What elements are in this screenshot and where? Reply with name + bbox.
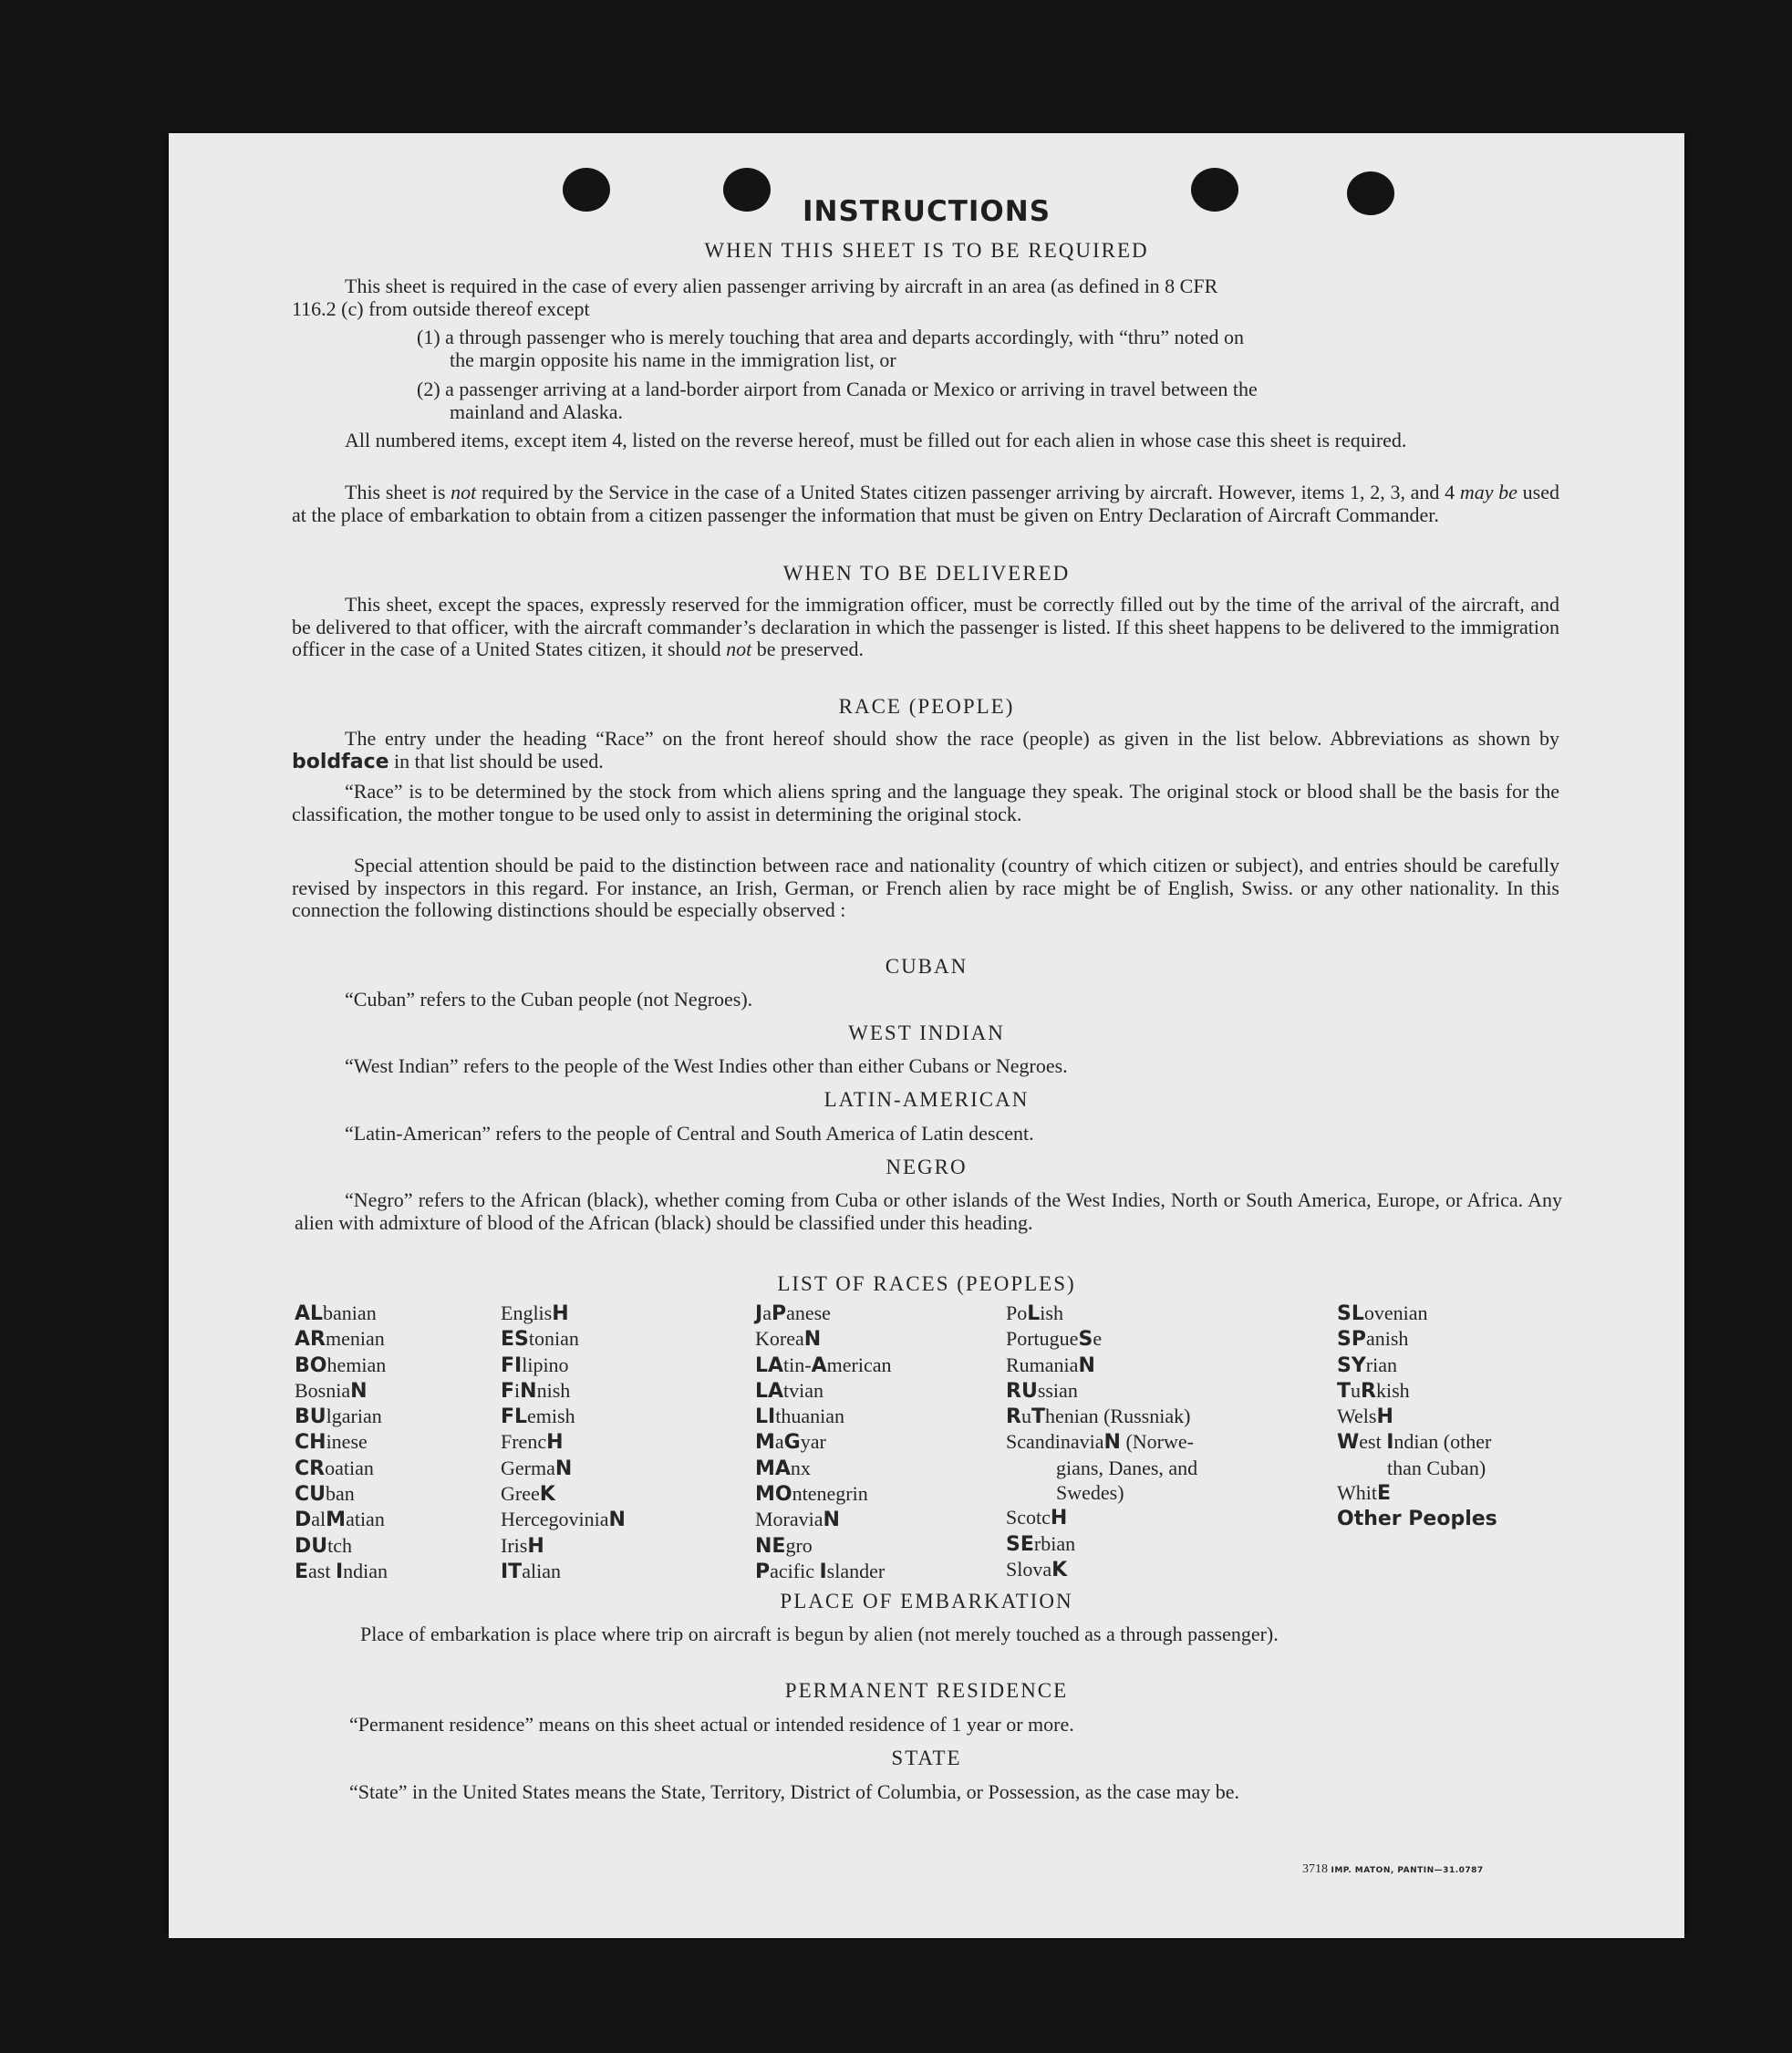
form-footer [1302, 1862, 1484, 1877]
race-abbreviation: R [1006, 1405, 1021, 1429]
race-name-part: Germa [501, 1456, 555, 1479]
race-abbreviation: LA [755, 1379, 784, 1403]
race-entry [1337, 1506, 1497, 1531]
race-name-part: Rumania [1006, 1353, 1079, 1376]
heading-permanent-residence: PERMANENT RESIDENCE [784, 1679, 1069, 1702]
race-abbreviation: CH [295, 1431, 326, 1455]
race-name-part: tvian [783, 1378, 824, 1402]
race-entry [755, 1456, 892, 1481]
race-entry [501, 1429, 626, 1455]
race-name-part: merican [826, 1353, 892, 1376]
race-abbreviation: N [1078, 1353, 1095, 1377]
race-abbreviation: N [554, 1457, 573, 1480]
race-entry [1006, 1404, 1197, 1429]
race-entry [501, 1353, 626, 1378]
race-entry [501, 1507, 626, 1532]
race-name-part: menian [325, 1327, 385, 1351]
race-abbreviation: N [803, 1328, 822, 1352]
race-name-part: tin- [783, 1353, 812, 1376]
race-abbreviation: MA [755, 1457, 791, 1480]
race-abbreviation: N [823, 1509, 840, 1532]
west-indian-text: “West Indian” refers to the people of the West Indies other than either Cubans or Negroes. [345, 1054, 1068, 1077]
state-text: “State” in the United States means the State, Territory, District of Columbia, or Possession, as the case may be. [349, 1780, 1240, 1803]
race-name-part: ish [1040, 1301, 1063, 1324]
race-entry [1337, 1353, 1497, 1378]
race-name-part: rian [1365, 1353, 1397, 1376]
race-abbreviation: D [295, 1509, 312, 1532]
race-entry [295, 1301, 388, 1326]
race-abbreviation: DU [295, 1534, 328, 1558]
section-heading-race: RACE (PEOPLE) [838, 695, 1015, 718]
section-heading-when-delivered: WHEN TO BE DELIVERED [782, 562, 1071, 585]
race-name-part: hemian [326, 1353, 387, 1376]
races-column-2 [501, 1301, 626, 1584]
numbered-items-paragraph: All numbered items, except item 4, listed on the reverse hereof, must be filled out for each alien in whose case this sheet is required. [345, 429, 1407, 451]
exception-item-2-line1: (2) a passenger arriving at a land-border airport from Canada or Mexico or arriving in travel between the [417, 378, 1258, 400]
race-entry [501, 1533, 626, 1559]
race-name-part: ndian [343, 1559, 388, 1582]
race-name-part: Hercegovinia [501, 1508, 609, 1531]
race-abbreviation: S [1078, 1328, 1093, 1352]
residence-text: “Permanent residence” means on this sheet actual or intended residence of 1 year or more. [349, 1713, 1074, 1736]
race-entry [501, 1378, 626, 1404]
required-intro-line2: 116.2 (c) from outside thereof except [292, 297, 590, 320]
heading-state: STATE [891, 1747, 962, 1769]
race-abbreviation: N [608, 1509, 626, 1532]
race-abbreviation: H [527, 1534, 544, 1558]
race-abbreviation: MO [755, 1483, 792, 1507]
race-name-part: ast [308, 1559, 336, 1582]
race-abbreviation: BO [295, 1353, 327, 1377]
race-abbreviation: M [755, 1431, 775, 1455]
race-name-part: Gree [501, 1482, 540, 1506]
race-name-part: Slova [1006, 1557, 1052, 1581]
race-entry [295, 1378, 388, 1404]
race-entry [755, 1507, 892, 1532]
race-entry [295, 1559, 388, 1584]
instruction-sheet [169, 133, 1684, 1938]
race-abbreviation: F [501, 1379, 515, 1403]
race-name-part: than Cuban) [1387, 1456, 1486, 1479]
race-abbreviation: RU [1006, 1379, 1038, 1403]
exception-item-1-line1: (1) a through passenger who is merely touching that area and departs accordingly, with “thru” noted on [417, 326, 1245, 348]
race-name-part: u [1351, 1378, 1362, 1402]
race-name-part: ovenian [1363, 1301, 1428, 1324]
races-column-4 [1006, 1301, 1197, 1582]
race-entry [755, 1559, 892, 1584]
race-entry [1006, 1557, 1197, 1582]
exception-item-2-line2: mainland and Alaska. [450, 400, 624, 423]
race-name-part: Wels [1337, 1405, 1377, 1428]
race-name-part: slander [826, 1559, 886, 1582]
race-name-part: tonian [528, 1327, 579, 1351]
race-entry [755, 1404, 892, 1429]
race-name-part: u [1020, 1405, 1031, 1428]
embarkation-paragraph: Place of embarkation is place where trip on aircraft is begun by alien (not merely touched as a through passenger). [360, 1623, 1279, 1645]
race-name-part: (Norwe- [1120, 1430, 1194, 1454]
race-entry [501, 1481, 626, 1507]
race-entry [295, 1456, 388, 1481]
race-name-part: Scotc [1006, 1506, 1051, 1529]
race-abbreviation: H [552, 1302, 569, 1325]
race-entry [295, 1326, 388, 1352]
race-abbreviation: H [1050, 1507, 1068, 1530]
race-name-part: anese [786, 1301, 831, 1324]
race-entry [1006, 1456, 1197, 1480]
race-entry [755, 1533, 892, 1559]
race-abbreviation: IT [501, 1560, 523, 1583]
race-abbreviation: N [520, 1379, 537, 1403]
race-name-part: nx [790, 1456, 811, 1479]
race-name-part: Bosnia [295, 1378, 351, 1402]
race-abbreviation: I [819, 1560, 827, 1583]
race-entry [1006, 1429, 1197, 1455]
heading-west-indian: WEST INDIAN [848, 1021, 1005, 1044]
race-name-part: al [311, 1508, 326, 1531]
race-abbreviation: E [1377, 1482, 1392, 1506]
race-entry [501, 1301, 626, 1326]
race-abbreviation: BU [295, 1405, 326, 1429]
race-name-part: lipino [522, 1353, 569, 1376]
race-name-part: Scandinavia [1006, 1430, 1104, 1454]
heading-latin-american: LATIN-AMERICAN [823, 1088, 1030, 1111]
race-abbreviation: AR [295, 1328, 326, 1352]
latin-american-text: “Latin-American” refers to the people of Central and South America of Latin descent. [345, 1122, 1034, 1145]
race-name-part: Moravia [755, 1508, 823, 1531]
race-entry [295, 1353, 388, 1378]
heading-negro: NEGRO [886, 1156, 968, 1178]
required-intro-line1: This sheet is required in the case of every alien passenger arriving by aircraft in an area (as defined in 8 CFR [345, 275, 1218, 297]
race-entry [1337, 1456, 1497, 1480]
form-number: 3718 [1302, 1862, 1328, 1876]
race-abbreviation: LI [755, 1405, 776, 1429]
race-name-part: oatian [325, 1456, 374, 1479]
race-abbreviation: E [295, 1560, 309, 1583]
race-abbreviation: J [755, 1302, 763, 1325]
race-paragraph-3: Special attention should be paid to the distinction between race and nationality (country of which citizen or subject), and entries should be carefully revised by inspectors in this regard. For instance, an Irish, German, or French alien by race might be of English, Swiss. or any other nationality. In this connection the following distinctions should be especially observed : [292, 854, 1559, 921]
race-abbreviation: P [755, 1560, 771, 1583]
race-entry [755, 1429, 892, 1455]
race-name-part: Swedes) [1056, 1481, 1124, 1505]
race-name-part: tch [327, 1533, 353, 1557]
race-entry [501, 1559, 626, 1584]
race-entry [1337, 1404, 1497, 1429]
race-entry [1337, 1326, 1497, 1352]
race-abbreviation: G [783, 1431, 801, 1455]
section-heading-when-required: WHEN THIS SHEET IS TO BE REQUIRED [704, 239, 1149, 262]
race-name-part: Korea [755, 1327, 804, 1351]
race-entry [755, 1326, 892, 1352]
race-abbreviation: SP [1337, 1328, 1366, 1352]
race-paragraph-1: The entry under the heading “Race” on the front hereof should show the race (people) as given in the list below. Abbreviations as shown by boldface in that list should be used. [292, 727, 1559, 773]
heading-cuban: CUBAN [885, 955, 969, 978]
race-name-part: Iris [501, 1533, 528, 1557]
race-name-part: i [514, 1378, 521, 1402]
race-entry [755, 1481, 892, 1507]
race-name-part: thuanian [775, 1405, 844, 1428]
delivered-paragraph: This sheet, except the spaces, expressly reserved for the immigration officer, must be correctly filled out by the time of the arrival of the aircraft, and be delivered to that officer, with the aircraft commander’s declaration in which the passenger is listed. If this sheet happens to be delivered to the immigration officer in the case of a United States citizen, it should not be preserved. [292, 593, 1559, 660]
race-abbreviation: CR [295, 1457, 326, 1480]
race-entry [1006, 1326, 1197, 1352]
race-abbreviation: FL [501, 1405, 528, 1429]
race-entry [755, 1353, 892, 1378]
races-column-3 [755, 1301, 892, 1584]
race-abbreviation: LA [755, 1353, 784, 1377]
race-name-part: Englis [501, 1301, 553, 1324]
printer-imprint: IMP. MATON, PANTIN—31.0787 [1331, 1866, 1484, 1875]
race-abbreviation: H [546, 1431, 564, 1455]
race-paragraph-2: “Race” is to be determined by the stock from which aliens spring and the language they speak. The original stock or blood shall be the basis for the classification, the mother tongue to be used only to assist in determining the original stock. [292, 780, 1559, 825]
race-entry [295, 1533, 388, 1559]
heading-place-of-embarkation: PLACE OF EMBARKATION [780, 1590, 1073, 1612]
race-abbreviation: N [1103, 1431, 1121, 1455]
race-entry [295, 1507, 388, 1532]
race-name-part: a [762, 1301, 772, 1324]
race-abbreviation: P [771, 1302, 787, 1325]
race-abbreviation: SE [1006, 1532, 1034, 1556]
negro-paragraph: “Negro” refers to the African (black), whether coming from Cuba or other islands of the West Indies, North or South America, Europe, or Africa. Any alien with admixture of blood of the African (black) should be classified under this heading. [295, 1188, 1562, 1234]
heading-list-of-races: LIST OF RACES (PEOPLES) [777, 1272, 1076, 1295]
race-entry [1337, 1301, 1497, 1326]
page-title: INSTRUCTIONS [802, 195, 1051, 228]
race-name-part: yar [800, 1430, 826, 1454]
race-name-part: est [1359, 1430, 1387, 1454]
race-abbreviation: A [811, 1353, 827, 1377]
race-entry [1006, 1301, 1197, 1326]
race-abbreviation: I [1386, 1431, 1394, 1455]
race-abbreviation: I [335, 1560, 344, 1583]
race-abbreviation: NE [755, 1534, 786, 1558]
race-abbreviation: T [1031, 1405, 1045, 1429]
race-name-part: banian [323, 1301, 377, 1324]
cuban-text: “Cuban” refers to the Cuban people (not Negroes). [345, 988, 753, 1011]
race-abbreviation: T [1337, 1379, 1352, 1403]
race-name-part: gians, Danes, and [1056, 1456, 1198, 1479]
race-name-part: Frenc [501, 1430, 547, 1454]
race-abbreviation: SY [1337, 1353, 1366, 1377]
race-name-part: alian [522, 1559, 561, 1582]
exception-item-1-line2: the margin opposite his name in the immigration list, or [450, 348, 896, 371]
race-name-part: emish [527, 1405, 575, 1428]
race-abbreviation: W [1337, 1431, 1360, 1455]
race-entry [1006, 1531, 1197, 1557]
race-abbreviation: Other Peoples [1337, 1508, 1497, 1531]
race-name-part: rbian [1033, 1531, 1076, 1555]
race-name-part: lgarian [326, 1405, 382, 1428]
race-name-part: kish [1375, 1378, 1410, 1402]
race-entry [295, 1404, 388, 1429]
race-name-part: ntenegrin [792, 1482, 868, 1506]
race-name-part: ssian [1037, 1378, 1078, 1402]
race-entry [295, 1429, 388, 1455]
race-name-part: Portugue [1006, 1327, 1079, 1351]
race-entry [501, 1326, 626, 1352]
race-abbreviation: H [1376, 1405, 1393, 1429]
race-abbreviation: ES [501, 1328, 529, 1352]
race-entry [501, 1404, 626, 1429]
race-name-part: henian (Russniak) [1044, 1405, 1191, 1428]
race-entry [755, 1301, 892, 1326]
race-entry [501, 1456, 626, 1481]
race-entry [1006, 1480, 1197, 1505]
race-name-part: gro [785, 1533, 813, 1557]
citizen-paragraph: This sheet is not required by the Service in the case of a United States citizen passenger arriving by aircraft. However, items 1, 2, 3, and 4 may be used at the place of embarkation to obtain from a citizen passenger the information that must be given on Entry Declaration of Aircraft Commander. [292, 481, 1559, 526]
races-column-5 [1337, 1301, 1497, 1532]
race-entry [1006, 1378, 1197, 1404]
race-name-part: e [1093, 1327, 1103, 1351]
race-abbreviation: R [1361, 1379, 1376, 1403]
race-abbreviation: L [1027, 1302, 1041, 1325]
race-name-part: anish [1365, 1327, 1409, 1351]
race-abbreviation: K [539, 1483, 555, 1507]
race-abbreviation: AL [295, 1302, 324, 1325]
race-name-part: nish [536, 1378, 571, 1402]
race-name-part: ban [326, 1482, 355, 1506]
race-abbreviation: FI [501, 1353, 523, 1377]
race-entry [755, 1378, 892, 1404]
race-abbreviation: N [350, 1379, 368, 1403]
race-abbreviation: K [1051, 1558, 1068, 1581]
race-name-part: Po [1006, 1301, 1028, 1324]
race-abbreviation: CU [295, 1483, 326, 1507]
race-abbreviation: M [326, 1509, 347, 1532]
race-name-part: Whit [1337, 1481, 1377, 1505]
race-name-part: a [774, 1430, 784, 1454]
race-name-part: ndian (other [1393, 1430, 1492, 1454]
race-entry [1337, 1480, 1497, 1506]
race-entry [1337, 1378, 1497, 1404]
race-entry [1337, 1429, 1497, 1455]
races-column-1 [295, 1301, 388, 1584]
race-entry [1006, 1505, 1197, 1530]
race-abbreviation: SL [1337, 1302, 1364, 1325]
race-entry [1006, 1353, 1197, 1378]
race-name-part: inese [326, 1430, 368, 1454]
race-name-part: atian [346, 1508, 385, 1531]
race-entry [295, 1481, 388, 1507]
race-name-part: acific [770, 1559, 820, 1582]
